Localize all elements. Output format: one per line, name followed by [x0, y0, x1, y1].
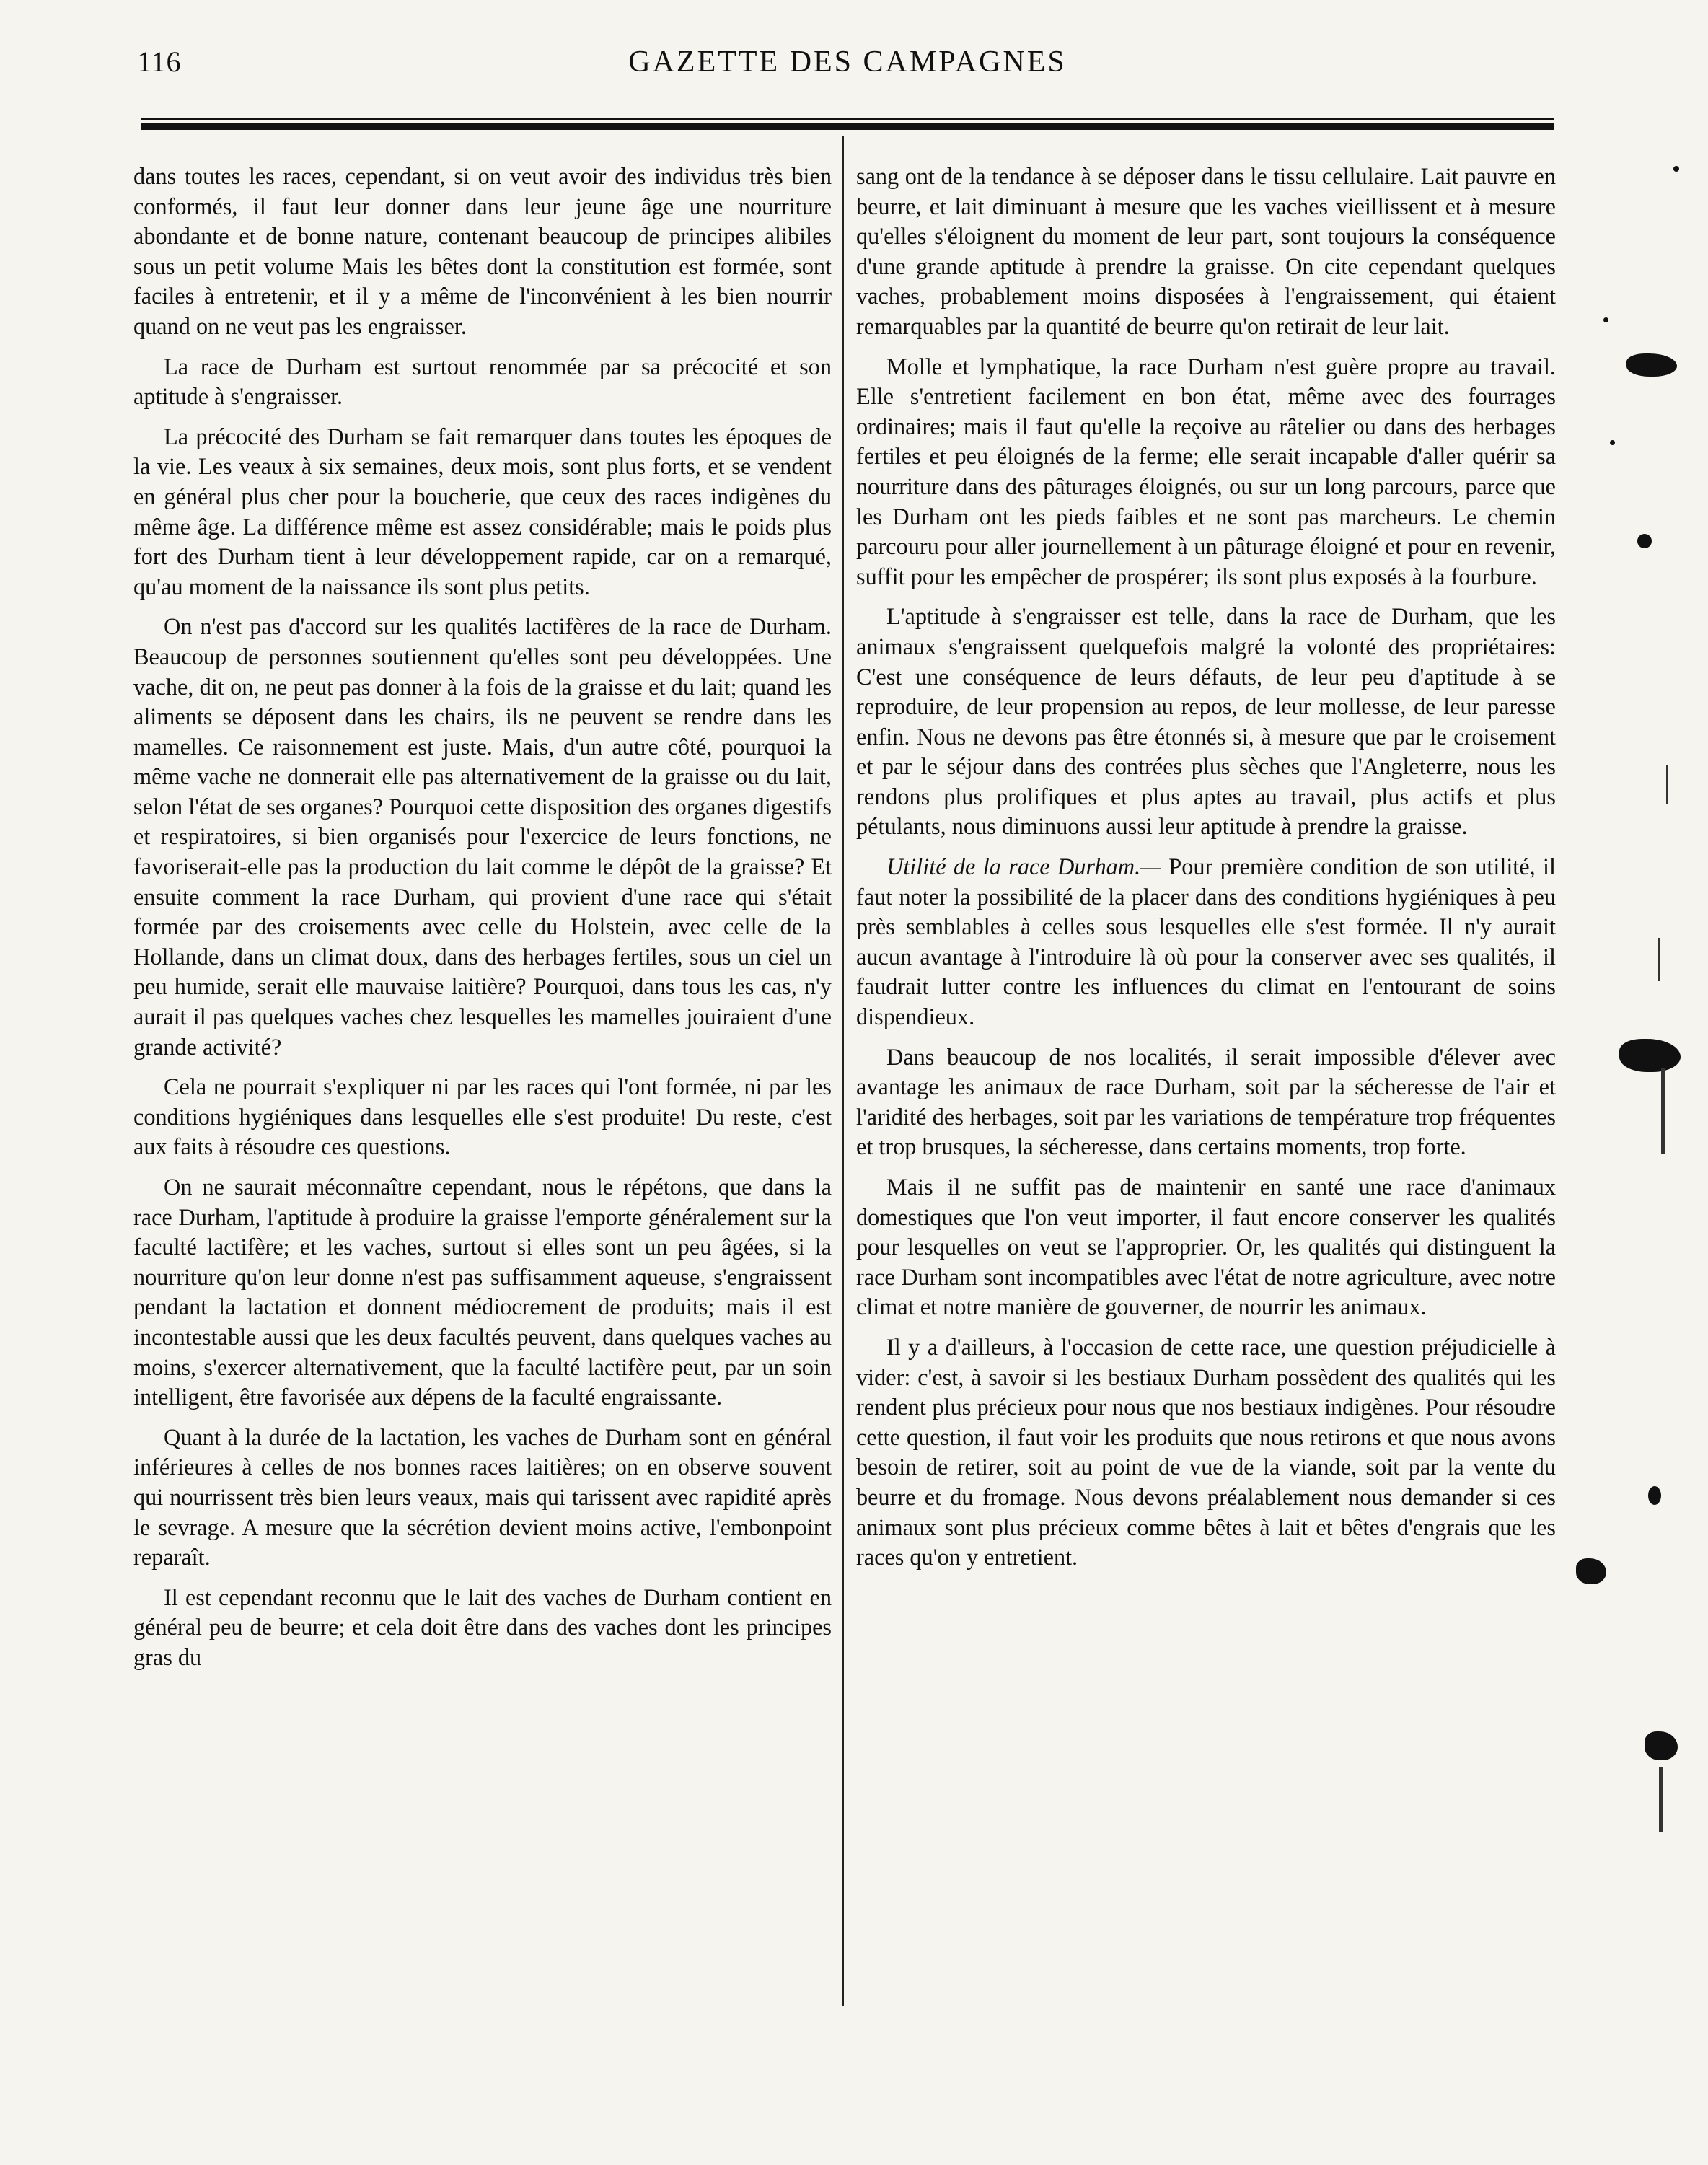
right-paragraph-3: L'aptitude à s'engraisser est telle, dans la race de Durham, que les animaux s'engraissent quelquefois malgré la volonté des propriétaires: C'est une conséquence de leurs défauts, de leur peu d'aptitude à se reproduire, de leur propension au repos, de leur mollesse, de leur paresse enfin. Nous ne devons pas être étonnés si, à mesure que par le croisement et par le séjour dans des contrées plus sèches que l'Angleterre, nous les rendons plus prolifiques et plus aptes au travail, plus actifs et plus pétulants, nous diminuons aussi leur aptitude à prendre la graisse. [856, 603, 1556, 840]
right-paragraph-6: Mais il ne suffit pas de maintenir en santé une race d'animaux domestiques que l'on veut importer, il faut encore conserver les qualités pour lesquelles on veut se l'approprier. Or, les qualités qui distinguent la race Durham sont incompatibles avec l'état de notre agriculture, avec notre climat et notre manière de gouverner, de nourrir les animaux. [856, 1174, 1556, 1320]
right-paragraph-4-text: Pour première condition de son utilité, il faut noter la possibilité de la placer dans des conditions hygiéniques à peu près semblables à celles sous lesquelles elle s'est formée. Il n'y aurait aucun avantage à l'introduire là où pour la conserver avec ses qualités, il faudrait lutter contre les influences du climat en l'entourant de soins dispendieux. [856, 853, 1556, 1030]
right-paragraph-5: Dans beaucoup de nos localités, il serait impossible d'élever avec avantage les animaux de race Durham, soit par la sécheresse de l'air et l'aridité des herbages, soit par les variations de température trop fréquentes et trop brusques, la sécheresse, dans certains moments, trop forte. [856, 1043, 1556, 1160]
margin-stroke [1659, 1767, 1663, 1832]
margin-speck [1610, 440, 1615, 445]
left-paragraph-6: On ne saurait méconnaître cependant, nous le répétons, que dans la race Durham, l'aptitude à produire la graisse l'emporte généralement sur la faculté lactifère; et les vaches, surtout si elles sont un peu âgées, si la nourriture qu'on leur donne n'est pas suffisamment aqueuse, s'engraissent pendant la lactation et donnent médiocrement de produits; mais il est incontestable aussi que les deux facultés peuvent, dans quelques vaches au moins, s'exercer alternativement, que la faculté lactifère peut, par un soin intelligent, être favorisée aux dépens de la faculté engraissante. [133, 1174, 832, 1410]
margin-ink-blot [1645, 1731, 1678, 1760]
margin-speck [1648, 1486, 1661, 1505]
left-paragraph-5: Cela ne pourrait s'expliquer ni par les races qui l'ont formée, ni par les conditions hygiéniques dans lesquelles elle s'est produite! Du reste, c'est aux faits à résoudre ces questions. [133, 1073, 832, 1160]
margin-stroke [1666, 765, 1668, 804]
right-paragraph-1: sang ont de la tendance à se déposer dans le tissu cellulaire. Lait pauvre en beurre, et lait diminuant à mesure que les vaches vieillissent et à mesure qu'elles s'éloignent du moment de leur part, sont toujours la conséquence d'une grande aptitude à prendre la graisse. On cite cependant quelques vaches, probablement moins disposées à l'engraissement, qui étaient remarquables par la quantité de beurre qu'on retirait de leur lait. [856, 163, 1556, 339]
right-column [856, 162, 1556, 2023]
left-column [133, 162, 832, 2023]
page-header [137, 45, 1558, 95]
margin-speck [1637, 534, 1652, 548]
right-paragraph-7: Il y a d'ailleurs, à l'occasion de cette race, une question préjudicielle à vider: c'est, à savoir si les bestiaux Durham possèdent des qualités qui les rendent plus précieux pour nous que nos bestiaux indigènes. Pour résoudre cette question, il faut voir les produits que nous retirons et que nous avons besoin de retirer, soit au point de vue de la viande, soit par la vente du beurre et du fromage. Nous devons préalablement nous demander si ces animaux sont plus précieux comme bêtes à lait et bêtes d'engrais que les races qu'on y entretient. [856, 1333, 1556, 1571]
left-paragraph-4: On n'est pas d'accord sur les qualités lactifères de la race de Durham. Beaucoup de personnes soutiennent qu'elles sont peu développées. Une vache, dit on, ne peut pas donner à la fois de la graisse et du lait; quand les aliments se déposent dans les chairs, ils ne peuvent se rendre dans les mamelles. Ce raisonnement est juste. Mais, d'un autre côté, pourquoi la même vache ne donnerait elle pas alternativement de la graisse ou du lait, selon l'état de ses organes? Pourquoi cette disposition des organes digestifs et respiratoires, si bien organisés pour l'exercice de leurs fonctions, ne favoriserait-elle pas la production du lait comme le dépôt de la graisse? Et ensuite comment la race Durham, qui provient d'une race qui s'était formée par des croisements avec celle du Holstein, avec celle de la Hollande, dans un climat doux, dans des herbages fertiles, sous un ciel un peu humide, serait elle mauvaise laitière? Pourquoi, dans tous les cas, n'y aurait il pas quelques vaches chez lesquelles les mamelles jouiraient d'une grande activité? [133, 613, 832, 1060]
left-paragraph-2: La race de Durham est surtout renommée par sa précocité et son aptitude à s'engraisser. [133, 353, 832, 410]
margin-ink-blot [1576, 1558, 1606, 1584]
header-rule-thin [141, 118, 1554, 120]
right-paragraph-4 [856, 852, 1556, 1032]
left-paragraph-7: Quant à la durée de la lactation, les vaches de Durham sont en général inférieures à celles de nos bonnes races laitières; on en observe souvent qui nourrissent très bien leurs veaux, mais qui tarissent avec rapidité après le sevrage. A mesure que la sécrétion devient moins active, l'embonpoint reparaît. [133, 1423, 832, 1571]
margin-ink-blot [1626, 353, 1677, 377]
margin-speck [1673, 166, 1679, 172]
left-paragraph-8: Il est cependant reconnu que le lait des vaches de Durham contient en général peu de beurre; et cela doit être dans des vaches dont les principes gras du [133, 1584, 832, 1670]
right-paragraph-2: Molle et lymphatique, la race Durham n'est guère propre au travail. Elle s'entretient facilement en bon état, même avec des fourrages ordinaires; mais il faut qu'elle la reçoive au râtelier ou dans des herbages fertiles et peu éloignés de la ferme; elle serait incapable d'aller quérir sa nourriture dans des pâturages éloignés, ou sur un long parcours, parce que les Durham ont les pieds faibles et ne sont pas marcheurs. Le chemin parcouru pour aller journellement à un pâturage éloigné et pour en revenir, suffit pour les empêcher de prospérer; ils sont plus exposés à la fourbure. [856, 353, 1556, 589]
margin-stroke [1658, 938, 1660, 981]
margin-speck [1603, 317, 1608, 322]
margin-ink-blot [1619, 1039, 1681, 1072]
running-title: GAZETTE DES CAMPAGNES [628, 45, 1067, 79]
left-paragraph-3: La précocité des Durham se fait remarquer dans toutes les époques de la vie. Les veaux à six semaines, deux mois, sont plus forts, et se vendent en général plus cher pour la boucherie, que ceux des races indigènes du même âge. La différence même est assez considérable; mais le poids plus fort des Durham tient à leur développement rapide, car on a remarqué, qu'au moment de la naissance ils sont plus petits. [133, 423, 832, 600]
column-divider [842, 136, 844, 2006]
left-paragraph-1: dans toutes les races, cependant, si on veut avoir des individus très bien conformés, il faut leur donner dans leur jeune âge une nourriture abondante et de bonne nature, contenant beaucoup de principes alibiles sous un petit volume Mais les bêtes dont la constitution est formée, sont faciles à entretenir, et il y a même de l'inconvénient à les bien nourrir quand on ne veut pas les engraisser. [133, 163, 832, 339]
section-heading: Utilité de la race Durham.— [886, 853, 1161, 880]
page-number: 116 [137, 45, 182, 78]
header-rule-thick [141, 123, 1554, 130]
margin-stroke [1661, 1068, 1665, 1154]
